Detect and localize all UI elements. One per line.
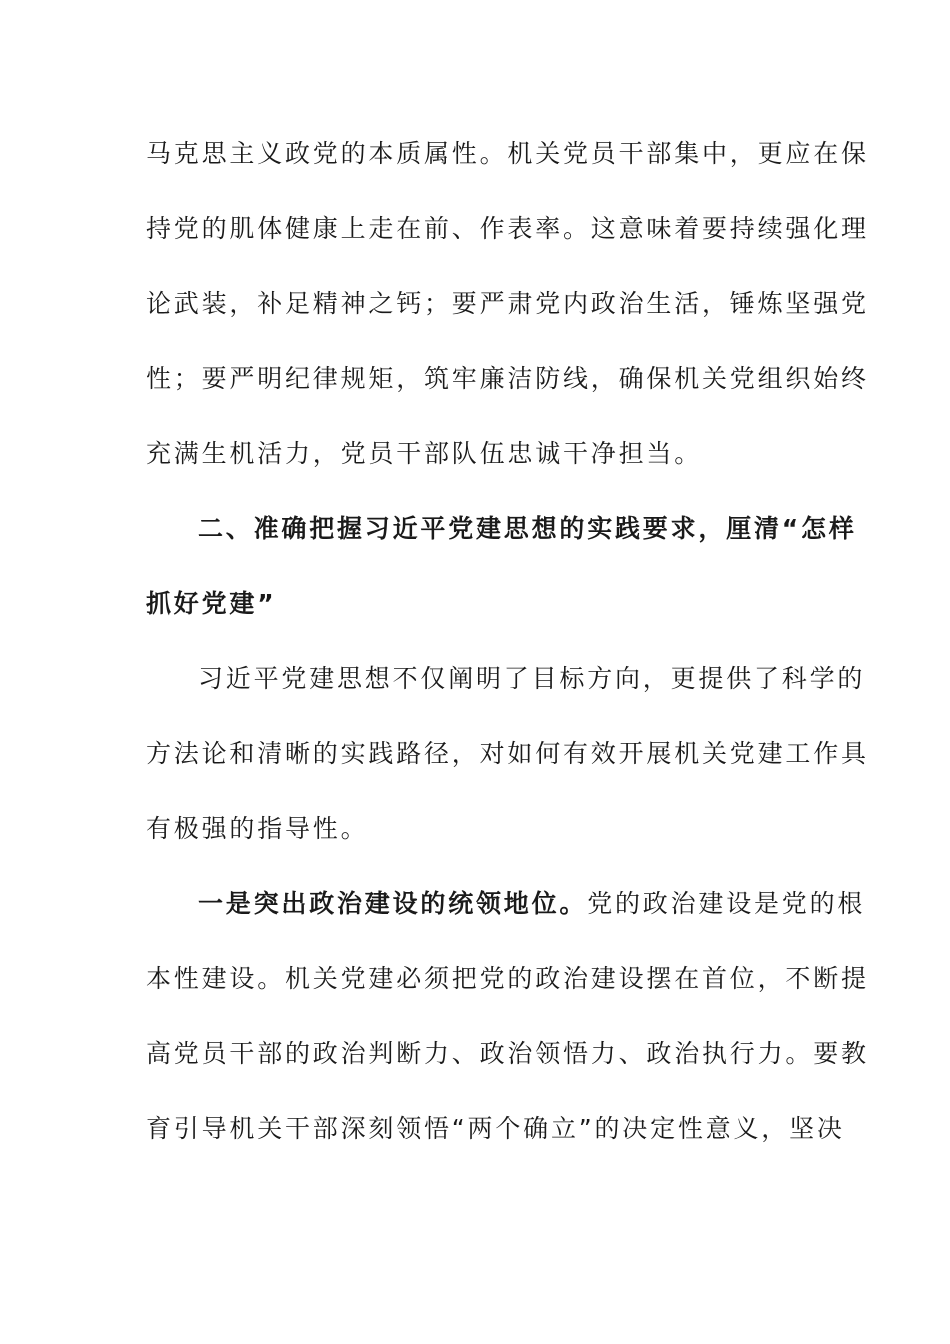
paragraph-lead-phrase: 一是突出政治建设的统领地位。: [198, 889, 588, 918]
heading-line: 抓好党建”: [146, 589, 277, 618]
paragraph-3: [146, 873, 869, 1173]
paragraph-line: 持党的肌体健康上走在前、作表率。这意味着要持续强化理: [146, 214, 869, 243]
paragraph-line: 高党员干部的政治判断力、政治领悟力、政治执行力。要教: [146, 1039, 869, 1068]
paragraph-line: 方法论和清晰的实践路径，对如何有效开展机关党建工作具: [146, 739, 869, 768]
paragraph-line: 有极强的指导性。: [146, 814, 369, 843]
paragraph-2: [146, 648, 869, 873]
document-body: [146, 123, 869, 1173]
paragraph-line: 本性建设。机关党建必须把党的政治建设摆在首位，不断提: [146, 964, 869, 993]
heading-line: 二、准确把握习近平党建思想的实践要求，厘清“怎样: [198, 514, 857, 543]
paragraph-line: 论武装，补足精神之钙；要严肃党内政治生活，锤炼坚强党: [146, 289, 869, 318]
paragraph-line: 充满生机活力，党员干部队伍忠诚干净担当。: [146, 439, 703, 468]
section-heading: [146, 498, 857, 648]
paragraph-line: 马克思主义政党的本质属性。机关党员干部集中，更应在保: [146, 139, 869, 168]
paragraph-first-line: [146, 873, 866, 948]
paragraph-line: 习近平党建思想不仅阐明了目标方向，更提供了科学的: [198, 664, 866, 693]
paragraph-line: 育引导机关干部深刻领悟“两个确立”的决定性意义，坚决: [146, 1114, 845, 1143]
paragraph-line: 性；要严明纪律规矩，筑牢廉洁防线，确保机关党组织始终: [146, 364, 869, 393]
paragraph-line-rest: 党的政治建设是党的根: [587, 889, 866, 918]
paragraph-1: [146, 123, 869, 498]
